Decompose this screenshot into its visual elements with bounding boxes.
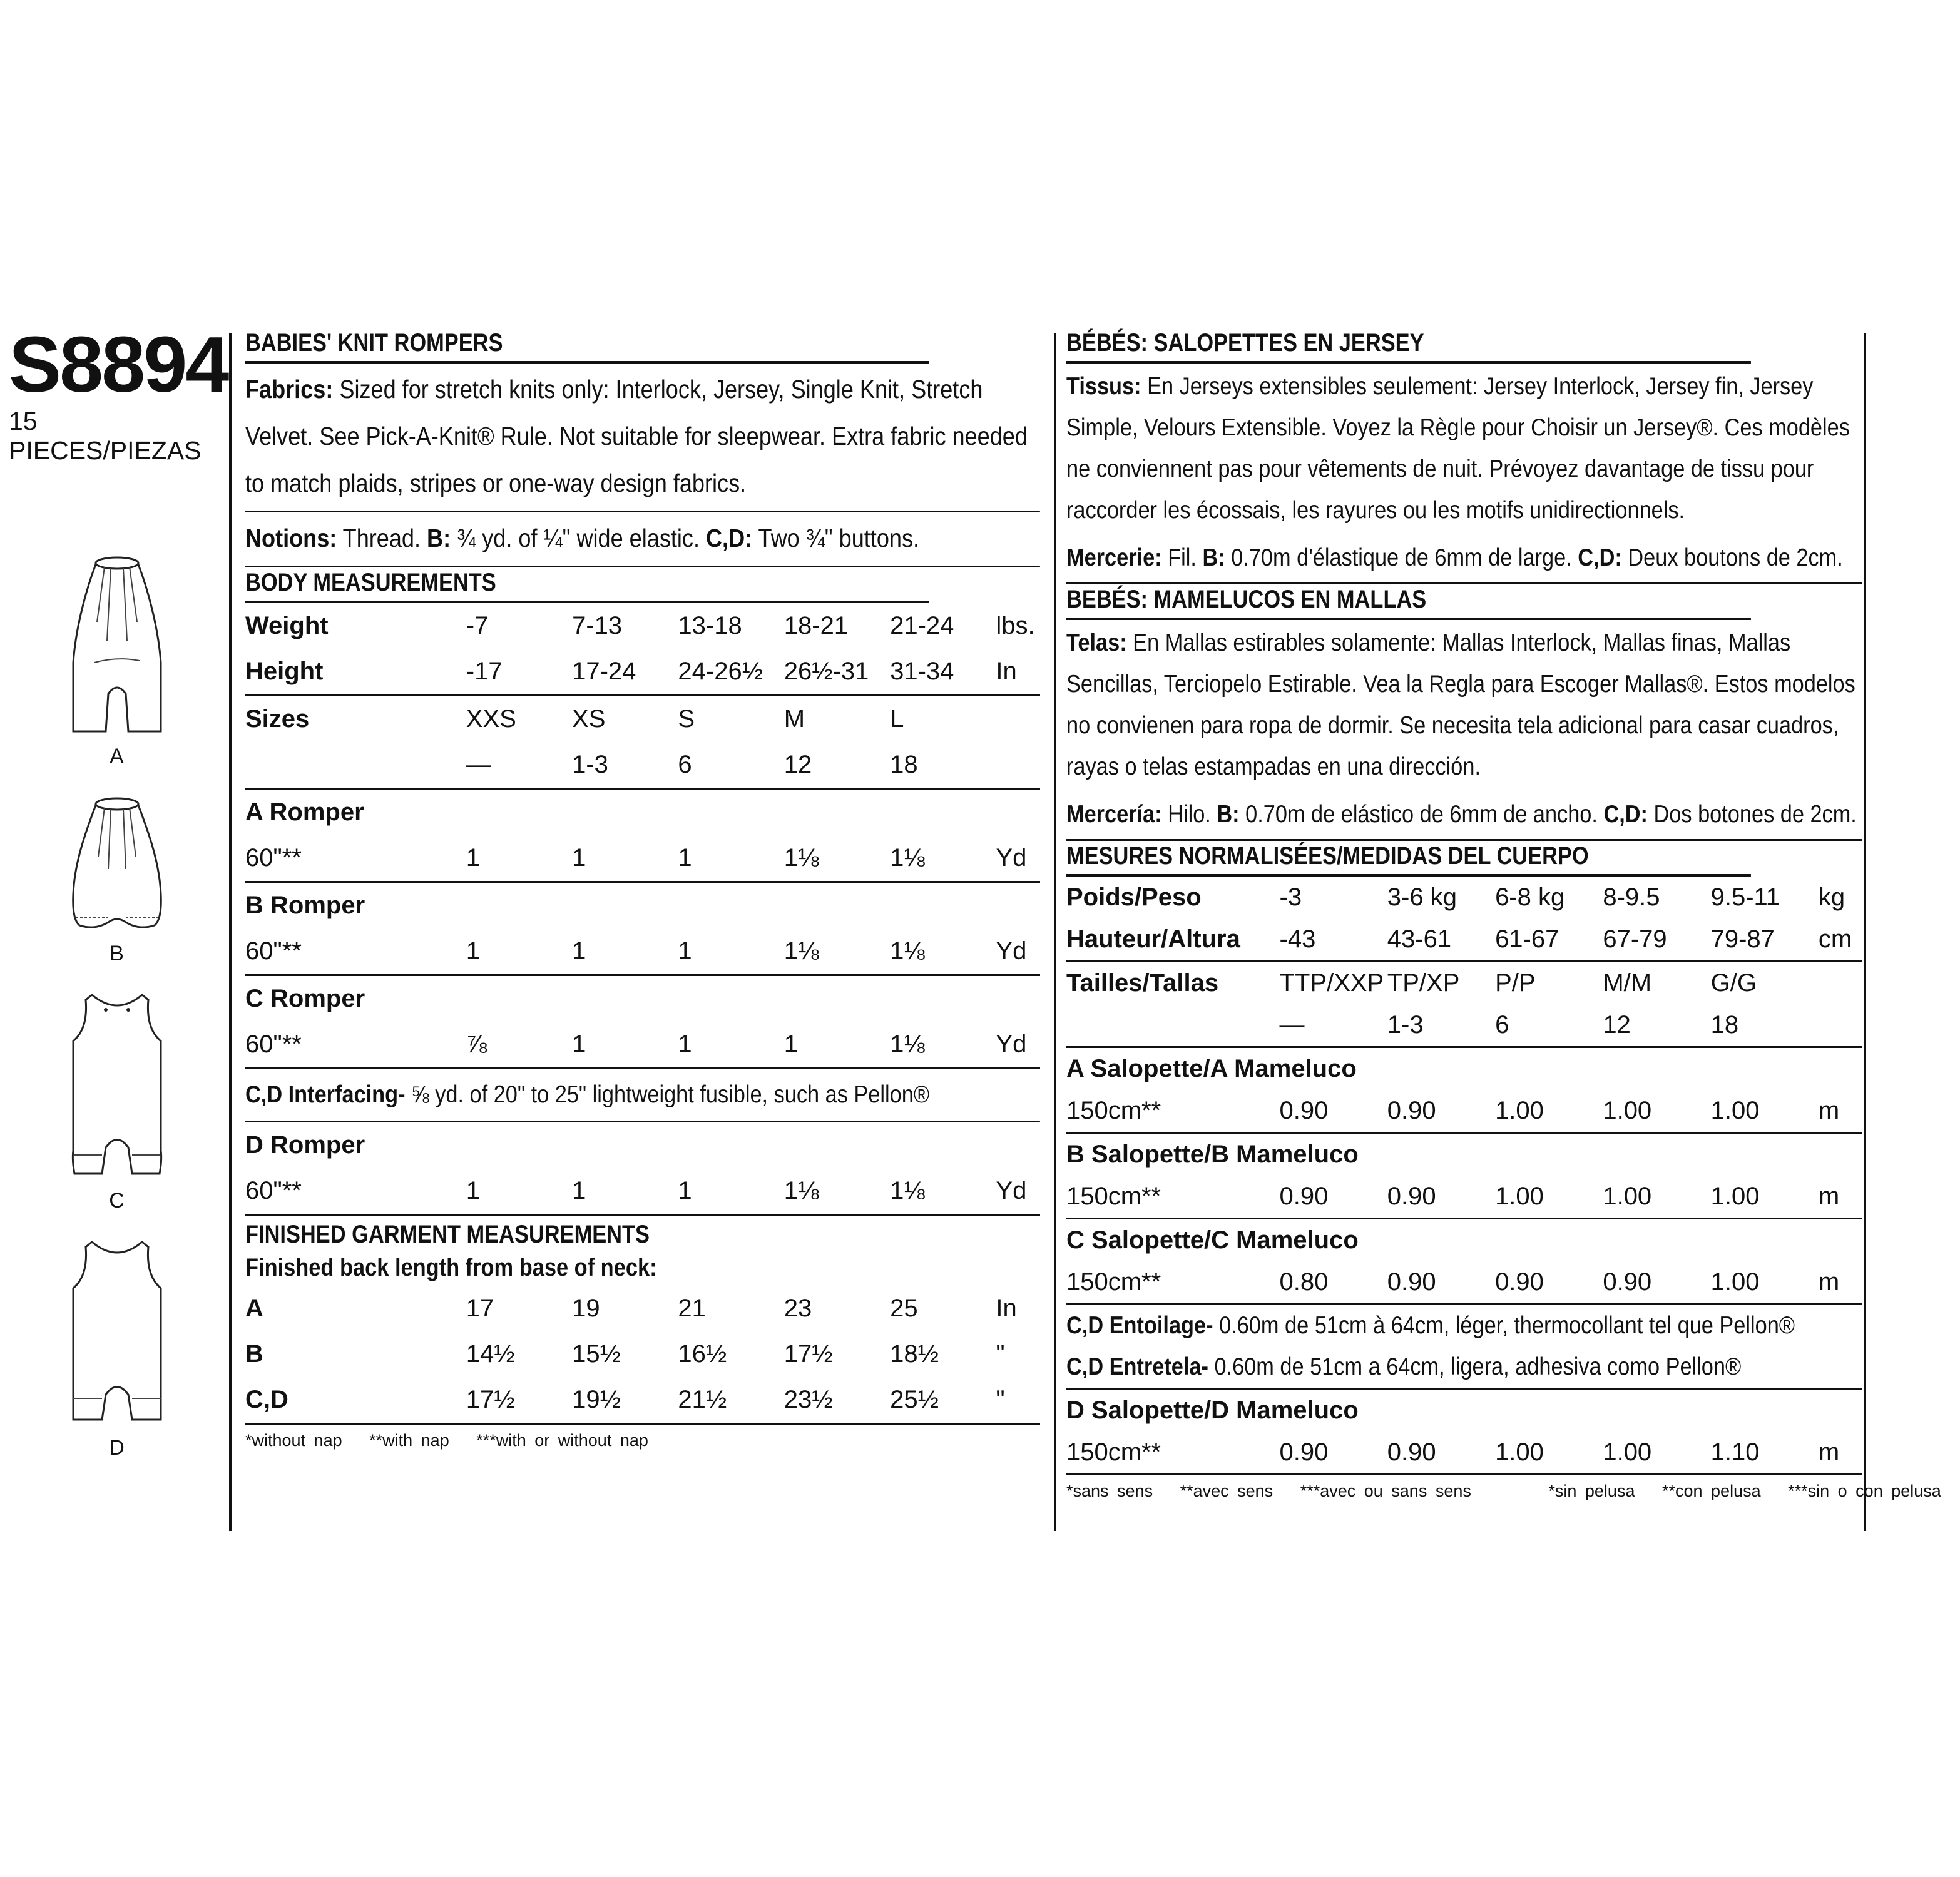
french-spanish-section [1066,328,1941,1501]
view-d-label: D [109,1436,125,1460]
metrage-value: 0.90 [1280,1432,1387,1475]
french-spanish-footnotes [1066,1482,1941,1501]
height-unit: In [996,649,1040,696]
entretela-label: C,D Entretela- [1066,1353,1208,1380]
poids-label: Poids/Peso [1066,883,1202,911]
tank-romper-banded-icon [67,1238,167,1432]
taille-value: P/P [1495,969,1536,997]
d-salopette-label: D Salopette/D Mameluco [1066,1396,1359,1424]
pieces-count: 15 PIECES/PIEZAS [9,407,202,465]
yardage-value: 1⅛ [784,1168,890,1215]
weight-value: 13-18 [678,612,742,639]
yardage-value: 1⅛ [890,1168,996,1215]
taille-value: G/G [1710,969,1757,997]
yardage-value: 1 [678,1022,783,1069]
hauteur-label: Hauteur/Altura [1066,918,1280,962]
yardage-value: ⅞ [466,1022,572,1069]
taille-value: M/M [1603,969,1652,997]
yardage-value: 1 [572,928,678,975]
poids-value: 9.5-11 [1710,883,1780,911]
size-value-2: 1-3 [572,742,678,789]
spanish-title: BEBÉS: MAMELUCOS EN MALLAS [1066,584,1751,620]
interfacing-line [245,1069,1040,1122]
hauteur-unit: cm [1819,918,1862,962]
yardage-value: 1⅛ [890,835,996,882]
yardage-value: 1 [572,1168,678,1215]
poids-value: 6-8 kg [1495,883,1565,911]
height-row [245,649,1040,696]
mercerie-b-label: B: [1202,544,1225,571]
notions-paragraph [245,512,1040,567]
height-value: 31-34 [890,649,996,696]
merceria-paragraph [1066,791,1862,841]
finished-measurements-table [245,1286,1040,1425]
metrage-value: 0.90 [1495,1261,1603,1305]
yardage-unit: Yd [996,1022,1040,1069]
yardage-value: 1 [466,928,572,975]
fabrics-paragraph [245,364,1040,512]
yardage-value: 1⅛ [784,928,890,975]
finished-subtitle: Finished back length from base of neck: [245,1254,657,1281]
view-c-label: C [109,1189,125,1213]
yardage-value: 1 [572,835,678,882]
sizes-label: Sizes [245,705,310,733]
metric-measurements-table [1066,877,1862,1305]
footnote: ***avec ou sans sens [1300,1482,1471,1500]
fabrics-label: Fabrics: [245,375,334,404]
footnote: *sin pelusa [1548,1482,1635,1500]
a-salopette-label-row [1066,1047,1862,1091]
entretela-line [1066,1346,1862,1390]
c-salopette-label-row [1066,1219,1862,1262]
finished-value: 17½ [783,1340,833,1368]
yardage-value: 1 [678,1168,783,1215]
view-b-label: B [110,942,124,965]
notions-cd-text: Two ¾" buttons. [752,524,920,552]
yardage-value: 1 [466,1168,572,1215]
tissus-paragraph [1066,364,1862,535]
taille-value: TP/XP [1387,969,1460,997]
yardage-value: 1 [678,928,783,975]
yardage-unit: Yd [996,835,1040,882]
poids-value: 3-6 kg [1387,883,1457,911]
a-salopette-width: 150cm** [1066,1090,1280,1133]
a-salopette-row [1066,1090,1862,1133]
a-romper-row [245,835,1040,882]
a-salopette-label: A Salopette/A Mameluco [1066,1055,1357,1082]
hauteur-value: 43-61 [1387,918,1495,962]
d-salopette-label-row [1066,1390,1862,1432]
french-title: BÉBÉS: SALOPETTES EN JERSEY [1066,328,1751,364]
tank-romper-cuffed-icon [67,991,167,1185]
notions-text: Thread. [337,524,427,552]
hauteur-value: 67-79 [1603,918,1710,962]
hauteur-value: 61-67 [1495,918,1603,962]
footnote: **avec sens [1180,1482,1273,1500]
halter-romper-bubble-icon [67,794,167,938]
finished-value: 16½ [678,1340,727,1368]
metrage-unit: m [1819,1432,1862,1475]
metrage-value: 1.00 [1711,1261,1819,1305]
metrage-value: 1.00 [1603,1090,1710,1133]
weight-label: Weight [245,612,329,639]
taille-value-2: — [1280,1004,1387,1047]
mercerie-cd-text: Deux boutons de 2cm. [1621,544,1843,571]
interfacing-text: ⅝ yd. of 20" to 25" lightweight fusible, such as Pellon® [405,1081,930,1108]
height-value: 26½-31 [784,649,890,696]
finished-value: 17 [466,1295,494,1322]
weight-unit: lbs. [996,612,1035,639]
finished-unit: " [996,1340,1005,1368]
view-d [9,1238,225,1460]
finished-value: 23 [783,1295,812,1322]
notions-label: Notions: [245,524,337,552]
d-salopette-table [1066,1390,1862,1475]
notions-b-text: ¾ yd. of ¼" wide elastic. [451,524,706,552]
divider-left [229,333,232,1531]
d-salopette-row [1066,1432,1862,1475]
d-romper-table [245,1122,1040,1216]
finished-value: 18½ [890,1340,939,1368]
body-measurements-title: BODY MEASUREMENTS [245,567,929,603]
tissus-text: En Jerseys extensibles seulement: Jersey Interlock, Jersey fin, Jersey Simple, Velours Extensible. Voyez la Règle pour Choisir un Jersey®. Ces modèles ne conviennent pas pour vêtements de nuit. Prévoyez davantage de tissu pour raccorder les écossais, les rayures ou les motifs unidirectionnels. [1066,373,1850,524]
height-value: 24-26½ [678,649,783,696]
c-salopette-row [1066,1261,1862,1305]
english-footnotes [245,1431,1040,1450]
merceria-label: Mercería: [1066,801,1162,828]
size-value: S [678,705,695,733]
halter-romper-long-icon [67,553,167,741]
metrage-value: 1.00 [1495,1090,1603,1133]
c-romper-width: 60"** [245,1022,466,1069]
yardage-value: 1⅛ [784,835,890,882]
metrage-unit: m [1819,1261,1862,1305]
b-salopette-width: 150cm** [1066,1176,1280,1219]
finished-title: FINISHED GARMENT MEASUREMENTS [245,1221,650,1248]
finished-cd-row [245,1377,1040,1424]
metrage-value: 1.00 [1495,1176,1603,1219]
finished-a-label: A [245,1295,263,1322]
finished-unit: " [996,1377,1040,1424]
view-drawings [9,553,225,1460]
merceria-text: Hilo. [1161,801,1217,828]
metrage-unit: m [1819,1090,1862,1133]
a-romper-label: A Romper [245,798,364,826]
size-value-2: — [466,742,572,789]
height-value: 17-24 [572,649,678,696]
mercerie-text: Fil. [1161,544,1203,571]
c-romper-label-row [245,975,1040,1022]
notions-b-label: B: [427,524,451,552]
yardage-value: 1 [572,1022,678,1069]
pattern-header [9,320,228,1460]
finished-value: 23½ [784,1377,890,1424]
merceria-b-label: B: [1217,801,1240,828]
mercerie-label: Mercerie: [1066,544,1162,571]
yardage-value: 1 [466,835,572,882]
d-romper-width: 60"** [245,1168,466,1215]
metrage-value: 0.90 [1387,1176,1495,1219]
telas-paragraph [1066,620,1862,791]
metrage-value: 0.90 [1387,1090,1495,1133]
c-romper-row [245,1022,1040,1069]
footnote: ***with or without nap [476,1431,648,1450]
finished-value: 14½ [466,1340,515,1368]
finished-b-label: B [245,1340,263,1368]
b-romper-width: 60"** [245,928,466,975]
metrage-value: 0.90 [1387,1261,1495,1305]
view-a-label: A [110,745,124,768]
size-value-2: 12 [784,742,890,789]
d-romper-label: D Romper [245,1131,365,1159]
b-romper-label: B Romper [245,892,365,919]
size-value: M [783,705,805,733]
b-salopette-row [1066,1176,1862,1219]
footnote: **con pelusa [1661,1482,1761,1500]
entretela-text: 0.60m de 51cm a 64cm, ligera, adhesiva como Pellon® [1208,1353,1742,1380]
view-a [9,553,225,769]
taille-value-2: 12 [1603,1004,1710,1047]
finished-a-row [245,1286,1040,1331]
b-romper-label-row [245,882,1040,929]
finished-value: 25½ [890,1377,996,1424]
view-b [9,794,225,966]
finished-value: 21 [678,1295,706,1322]
a-romper-width: 60"** [245,835,466,882]
metrage-value: 0.80 [1280,1261,1387,1305]
b-salopette-label-row [1066,1133,1862,1176]
finished-cd-label: C,D [245,1377,466,1424]
metric-body-title: MESURES NORMALISÉES/MEDIDAS DEL CUERPO [1066,841,1751,877]
poids-unit: kg [1818,883,1845,911]
size-value: XS [572,705,606,733]
b-romper-row [245,928,1040,975]
a-romper-label-row [245,789,1040,836]
height-value: -17 [466,649,572,696]
pattern-number: S8894 [9,320,228,409]
finished-value: 19½ [572,1377,678,1424]
size-value: XXS [466,705,516,733]
divider-middle [1054,333,1056,1531]
metrage-value: 0.90 [1280,1176,1387,1219]
size-value-2: 18 [890,742,996,789]
c-salopette-label: C Salopette/C Mameluco [1066,1226,1359,1254]
merceria-b-text: 0.70m de elástico de 6mm de ancho. [1239,801,1604,828]
footnote: *sans sens [1066,1482,1153,1500]
yardage-value: 1 [678,835,783,882]
finished-value: 19 [572,1295,600,1322]
tailles-row-2 [1066,1004,1862,1047]
telas-text: En Mallas estirables solamente: Mallas Interlock, Mallas finas, Mallas Sencillas, Terciopelo Estirable. Vea la Regla para Escoger Mallas®. Estos modelos no convienen para ropa de dormir. Se necesita tela adicional para casar cuadros, rayas o telas estampadas en una dirección. [1066,629,1855,780]
metrage-value: 1.00 [1711,1090,1819,1133]
fabrics-text: Sized for stretch knits only: Interlock, Jersey, Single Knit, Stretch Velvet. See Pick-A-Knit® Rule. Not suitable for sleepwear. Extra fabric needed to match plaids, stripes or one-way design fabrics. [245,375,1028,497]
mercerie-paragraph [1066,535,1862,584]
weight-value: 7-13 [572,612,623,639]
metrage-value: 1.00 [1603,1432,1710,1475]
sizes-row-2 [245,742,1040,789]
mercerie-b-text: 0.70m d'élastique de 6mm de large. [1225,544,1578,571]
d-romper-label-row [245,1122,1040,1168]
mercerie-cd-label: C,D: [1578,544,1622,571]
notions-cd-label: C,D: [705,524,753,552]
finished-b-row [245,1331,1040,1377]
weight-value: 21-24 [890,612,954,639]
yardage-unit: Yd [996,928,1040,975]
taille-value: TTP/XXP [1279,969,1384,997]
footnote: ***sin o con pelusa [1788,1482,1941,1500]
taille-value-2: 18 [1711,1004,1819,1047]
telas-label: Telas: [1066,629,1127,656]
height-label: Height [245,649,466,696]
hauteur-row [1066,918,1862,962]
tissus-label: Tissus: [1066,373,1141,400]
tailles-row [1066,962,1862,1005]
poids-value: 8-9.5 [1603,883,1660,911]
size-value-2: 6 [678,742,783,789]
b-salopette-label: B Salopette/B Mameluco [1066,1141,1359,1168]
taille-value-2: 6 [1495,1004,1603,1047]
size-value: L [890,705,904,733]
hauteur-value: -43 [1280,918,1387,962]
weight-row [245,603,1040,649]
body-measurements-table [245,603,1040,1069]
divider-right [1864,333,1866,1531]
yardage-value: 1⅛ [890,928,996,975]
c-salopette-width: 150cm** [1066,1261,1280,1305]
finished-unit: In [996,1295,1017,1322]
metrage-value: 1.00 [1495,1432,1603,1475]
view-c [9,991,225,1213]
english-title: BABIES' KNIT ROMPERS [245,328,929,364]
footnote: *without nap [245,1431,342,1450]
metrage-value: 0.90 [1280,1090,1387,1133]
poids-value: -3 [1279,883,1302,911]
finished-value: 15½ [572,1340,621,1368]
finished-value: 25 [890,1295,918,1322]
yardage-value: 1⅛ [890,1022,996,1069]
entoilage-text: 0.60m de 51cm à 64cm, léger, thermocollant tel que Pellon® [1213,1312,1795,1339]
c-romper-label: C Romper [245,985,365,1012]
metrage-value: 1.10 [1711,1432,1819,1475]
weight-value: -7 [466,612,489,639]
merceria-cd-text: Dos botones de 2cm. [1647,801,1857,828]
taille-value-2: 1-3 [1387,1004,1495,1047]
tailles-label: Tailles/Tallas [1066,969,1219,997]
d-salopette-width: 150cm** [1066,1432,1280,1475]
finished-value: 21½ [678,1377,783,1424]
d-romper-row [245,1168,1040,1215]
finished-value: 17½ [466,1377,572,1424]
metrage-value: 0.90 [1387,1432,1495,1475]
footnote: **with nap [369,1431,449,1450]
metrage-value: 0.90 [1603,1261,1710,1305]
yardage-unit: Yd [996,1168,1040,1215]
entoilage-line [1066,1305,1862,1346]
entoilage-label: C,D Entoilage- [1066,1312,1213,1339]
metrage-value: 1.00 [1711,1176,1819,1219]
sizes-row [245,696,1040,743]
interfacing-label: C,D Interfacing- [245,1081,406,1108]
weight-value: 18-21 [783,612,849,639]
metrage-value: 1.00 [1603,1176,1710,1219]
merceria-cd-label: C,D: [1603,801,1648,828]
metrage-unit: m [1819,1176,1862,1219]
english-section [245,328,1040,1450]
hauteur-value: 79-87 [1711,918,1819,962]
poids-row [1066,877,1862,918]
yardage-value: 1 [784,1022,890,1069]
